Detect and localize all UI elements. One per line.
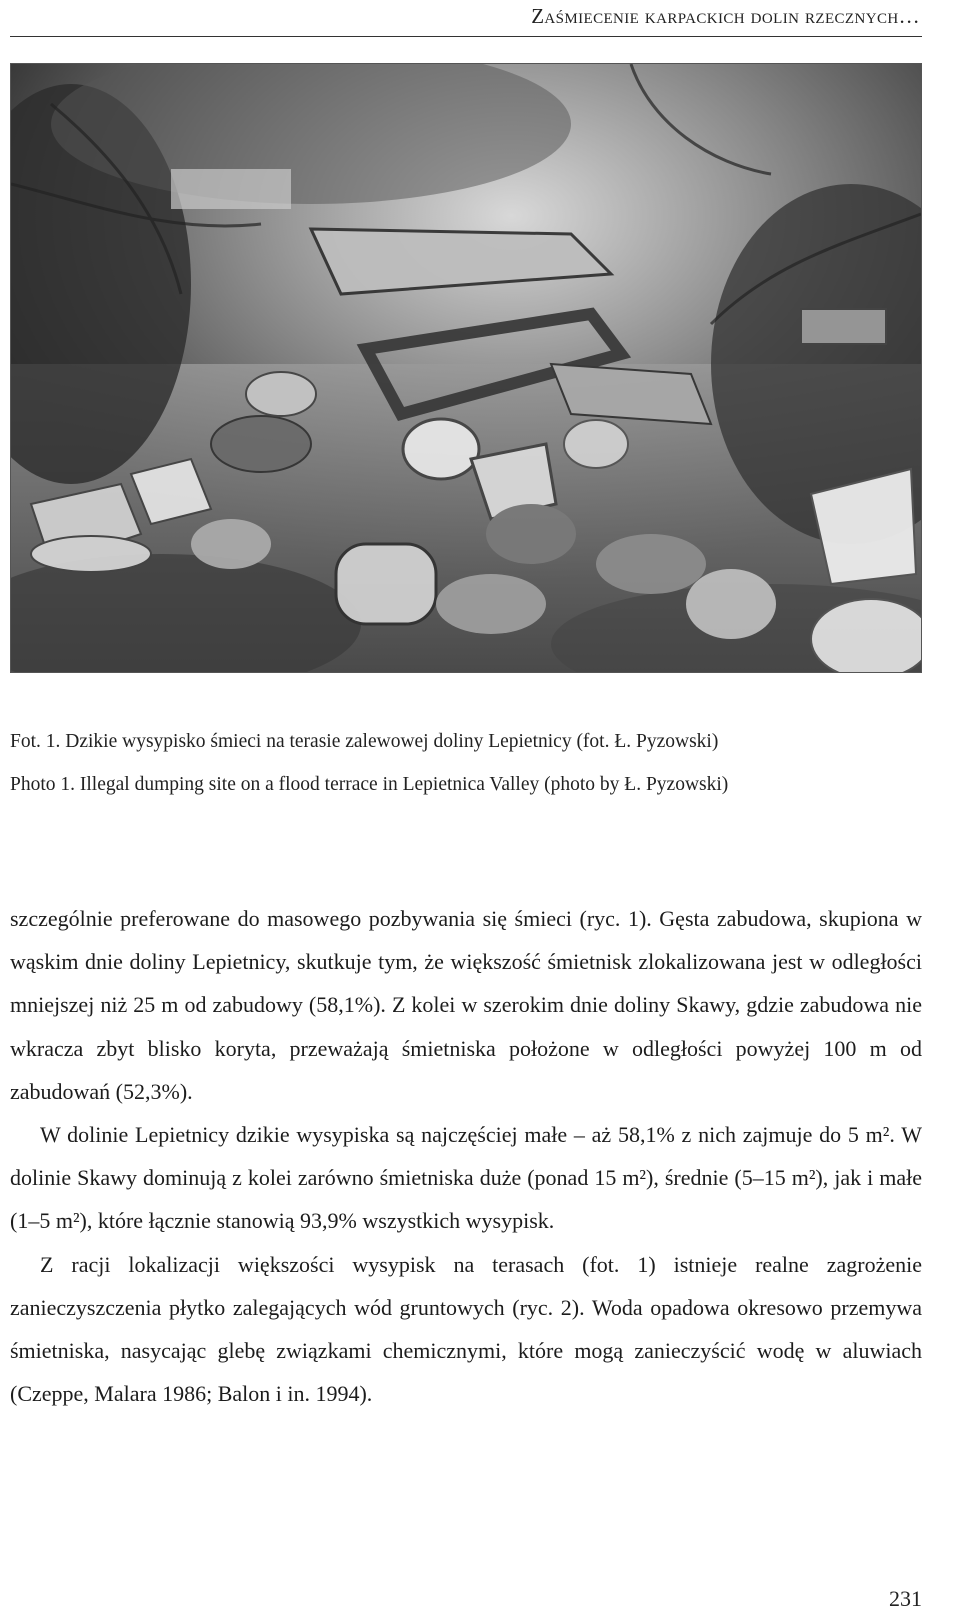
running-title: Zaśmiecenie karpackich dolin rzecznych… [531, 4, 920, 28]
running-header [10, 0, 922, 37]
dumping-site-photo [10, 63, 922, 673]
page-number: 231 [889, 1586, 922, 1611]
paragraph-2: W dolinie Lepietnicy dzikie wysypiska są najczęściej małe – aż 58,1% z nich zajmuje do 5 m². W dolinie Skawy dominują z kolei zarówno śmietniska duże (ponad 15 m²), średnie (5–15 m²), jak i małe (1–5 m²), które łącznie stanowią 93,9% wszystkich wysypisk. [10, 1122, 922, 1234]
photo-caption-polish: Fot. 1. Dzikie wysypisko śmieci na terasie zalewowej doliny Lepietnicy (fot. Ł. Pyzowski) [10, 731, 719, 752]
body-text [10, 897, 922, 1415]
photo-illustration [11, 64, 921, 672]
paragraph-1: szczególnie preferowane do masowego pozbywania się śmieci (ryc. 1). Gęsta zabudowa, skupiona w wąskim dnie doliny Lepietnicy, skutkuje tym, że większość śmietnisk zlokalizowana jest w odległości mniejszej niż 25 m od zabudowy (58,1%). Z kolei w szerokim dnie doliny Skawy, gdzie zabudowa nie wkracza zbyt blisko koryta, przeważają śmietniska położone w odległości powyżej 100 m od zabudowań (52,3%). [10, 906, 922, 1104]
photo-caption-english: Photo 1. Illegal dumping site on a flood terrace in Lepietnica Valley (photo by Ł. Pyzowski) [10, 774, 729, 795]
paragraph-3: Z racji lokalizacji większości wysypisk na terasach (fot. 1) istnieje realne zagrożenie zanieczyszczenia płytko zalegających wód gruntowych (ryc. 2). Woda opadowa okresowo przemywa śmietniska, nasycając glebę związkami chemicznymi, które mogą zanieczyścić wodę w aluwiach (Czeppe, Malara 1986; Balon i in. 1994). [10, 1251, 922, 1407]
